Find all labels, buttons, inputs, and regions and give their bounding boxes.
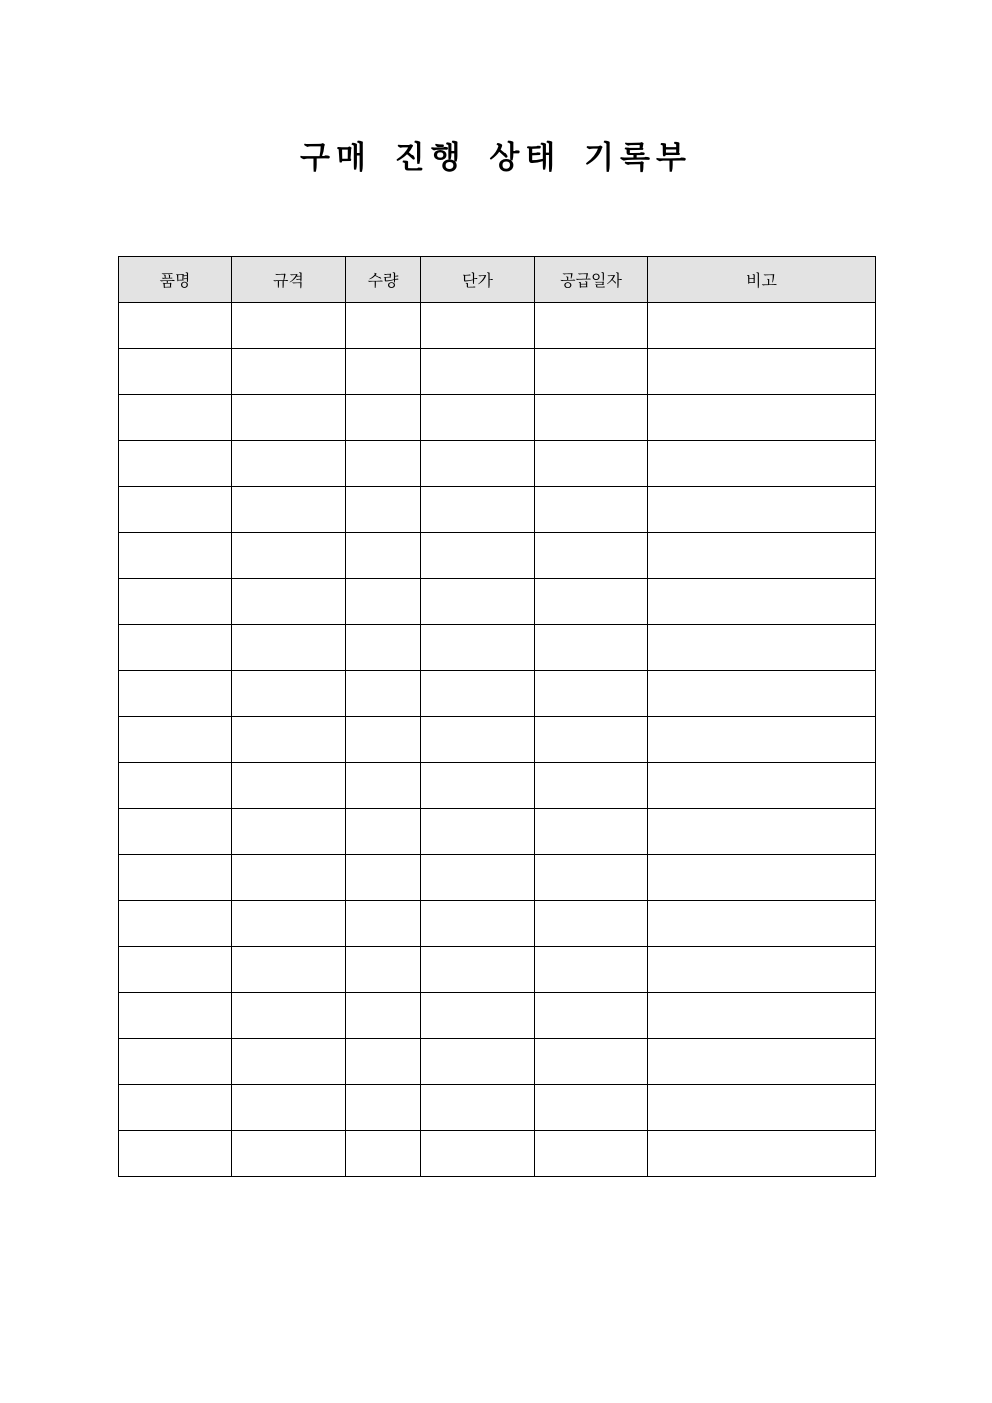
supply-date-cell[interactable] [535, 993, 648, 1039]
specification-cell[interactable] [232, 717, 346, 763]
unit-price-cell[interactable] [421, 349, 535, 395]
item-name-cell[interactable] [119, 947, 232, 993]
specification-cell[interactable] [232, 993, 346, 1039]
unit-price-cell[interactable] [421, 809, 535, 855]
quantity-cell[interactable] [346, 395, 421, 441]
supply-date-cell[interactable] [535, 1131, 648, 1177]
item-name-cell[interactable] [119, 993, 232, 1039]
table-row [119, 947, 876, 993]
table-row [119, 717, 876, 763]
specification-cell[interactable] [232, 487, 346, 533]
quantity-cell[interactable] [346, 441, 421, 487]
quantity-cell[interactable] [346, 947, 421, 993]
quantity-cell[interactable] [346, 303, 421, 349]
quantity-cell[interactable] [346, 487, 421, 533]
table-row [119, 671, 876, 717]
table-row [119, 901, 876, 947]
unit-price-cell[interactable] [421, 855, 535, 901]
remarks-cell[interactable] [648, 395, 876, 441]
item-name-cell[interactable] [119, 625, 232, 671]
table-row [119, 763, 876, 809]
supply-date-cell[interactable] [535, 579, 648, 625]
unit-price-cell[interactable] [421, 441, 535, 487]
document-title: 구매 진행 상태 기록부 [300, 140, 692, 176]
item-name-cell[interactable] [119, 349, 232, 395]
table-row [119, 809, 876, 855]
quantity-cell[interactable] [346, 671, 421, 717]
remarks-cell[interactable] [648, 487, 876, 533]
specification-cell[interactable] [232, 947, 346, 993]
unit-price-cell[interactable] [421, 579, 535, 625]
item-name-cell[interactable] [119, 809, 232, 855]
table-row [119, 395, 876, 441]
supply-date-cell[interactable] [535, 625, 648, 671]
header-quantity: 수량 [346, 257, 421, 303]
quantity-cell[interactable] [346, 855, 421, 901]
specification-cell[interactable] [232, 625, 346, 671]
table-row [119, 1085, 876, 1131]
supply-date-cell[interactable] [535, 303, 648, 349]
table-body [119, 303, 876, 1177]
header-specification: 규격 [232, 257, 346, 303]
specification-cell[interactable] [232, 763, 346, 809]
remarks-cell[interactable] [648, 993, 876, 1039]
table-row [119, 533, 876, 579]
quantity-cell[interactable] [346, 717, 421, 763]
remarks-cell[interactable] [648, 579, 876, 625]
header-remarks: 비고 [648, 257, 876, 303]
specification-cell[interactable] [232, 349, 346, 395]
specification-cell[interactable] [232, 809, 346, 855]
remarks-cell[interactable] [648, 809, 876, 855]
table-row [119, 487, 876, 533]
supply-date-cell[interactable] [535, 855, 648, 901]
quantity-cell[interactable] [346, 533, 421, 579]
item-name-cell[interactable] [119, 671, 232, 717]
table-row [119, 855, 876, 901]
item-name-cell[interactable] [119, 1085, 232, 1131]
supply-date-cell[interactable] [535, 441, 648, 487]
specification-cell[interactable] [232, 441, 346, 487]
unit-price-cell[interactable] [421, 901, 535, 947]
unit-price-cell[interactable] [421, 993, 535, 1039]
item-name-cell[interactable] [119, 579, 232, 625]
item-name-cell[interactable] [119, 441, 232, 487]
item-name-cell[interactable] [119, 1131, 232, 1177]
remarks-cell[interactable] [648, 947, 876, 993]
remarks-cell[interactable] [648, 901, 876, 947]
unit-price-cell[interactable] [421, 303, 535, 349]
supply-date-cell[interactable] [535, 717, 648, 763]
remarks-cell[interactable] [648, 1085, 876, 1131]
supply-date-cell[interactable] [535, 671, 648, 717]
table-row [119, 579, 876, 625]
supply-date-cell[interactable] [535, 1039, 648, 1085]
item-name-cell[interactable] [119, 1039, 232, 1085]
specification-cell[interactable] [232, 533, 346, 579]
table-row [119, 1131, 876, 1177]
quantity-cell[interactable] [346, 1131, 421, 1177]
item-name-cell[interactable] [119, 303, 232, 349]
unit-price-cell[interactable] [421, 1085, 535, 1131]
unit-price-cell[interactable] [421, 487, 535, 533]
unit-price-cell[interactable] [421, 947, 535, 993]
supply-date-cell[interactable] [535, 533, 648, 579]
quantity-cell[interactable] [346, 349, 421, 395]
remarks-cell[interactable] [648, 625, 876, 671]
supply-date-cell[interactable] [535, 901, 648, 947]
item-name-cell[interactable] [119, 901, 232, 947]
table-row [119, 1039, 876, 1085]
unit-price-cell[interactable] [421, 1039, 535, 1085]
supply-date-cell[interactable] [535, 395, 648, 441]
specification-cell[interactable] [232, 671, 346, 717]
unit-price-cell[interactable] [421, 395, 535, 441]
specification-cell[interactable] [232, 579, 346, 625]
unit-price-cell[interactable] [421, 671, 535, 717]
remarks-cell[interactable] [648, 349, 876, 395]
quantity-cell[interactable] [346, 1039, 421, 1085]
remarks-cell[interactable] [648, 303, 876, 349]
purchase-record-table [118, 256, 876, 1177]
item-name-cell[interactable] [119, 855, 232, 901]
header-unit-price: 단가 [421, 257, 535, 303]
remarks-cell[interactable] [648, 1039, 876, 1085]
table-row [119, 625, 876, 671]
header-item-name: 품명 [119, 257, 232, 303]
table-row [119, 303, 876, 349]
item-name-cell[interactable] [119, 717, 232, 763]
item-name-cell[interactable] [119, 533, 232, 579]
specification-cell[interactable] [232, 395, 346, 441]
unit-price-cell[interactable] [421, 763, 535, 809]
item-name-cell[interactable] [119, 487, 232, 533]
remarks-cell[interactable] [648, 533, 876, 579]
supply-date-cell[interactable] [535, 487, 648, 533]
unit-price-cell[interactable] [421, 1131, 535, 1177]
header-supply-date: 공급일자 [535, 257, 648, 303]
remarks-cell[interactable] [648, 763, 876, 809]
table-header-row [119, 257, 876, 303]
unit-price-cell[interactable] [421, 533, 535, 579]
specification-cell[interactable] [232, 1085, 346, 1131]
supply-date-cell[interactable] [535, 809, 648, 855]
specification-cell[interactable] [232, 303, 346, 349]
remarks-cell[interactable] [648, 671, 876, 717]
unit-price-cell[interactable] [421, 717, 535, 763]
remarks-cell[interactable] [648, 441, 876, 487]
supply-date-cell[interactable] [535, 947, 648, 993]
specification-cell[interactable] [232, 1039, 346, 1085]
remarks-cell[interactable] [648, 855, 876, 901]
supply-date-cell[interactable] [535, 349, 648, 395]
item-name-cell[interactable] [119, 763, 232, 809]
table-row [119, 349, 876, 395]
quantity-cell[interactable] [346, 901, 421, 947]
unit-price-cell[interactable] [421, 625, 535, 671]
quantity-cell[interactable] [346, 993, 421, 1039]
quantity-cell[interactable] [346, 809, 421, 855]
quantity-cell[interactable] [346, 763, 421, 809]
remarks-cell[interactable] [648, 1131, 876, 1177]
specification-cell[interactable] [232, 1131, 346, 1177]
item-name-cell[interactable] [119, 395, 232, 441]
remarks-cell[interactable] [648, 717, 876, 763]
specification-cell[interactable] [232, 901, 346, 947]
quantity-cell[interactable] [346, 625, 421, 671]
quantity-cell[interactable] [346, 1085, 421, 1131]
quantity-cell[interactable] [346, 579, 421, 625]
table-row [119, 441, 876, 487]
supply-date-cell[interactable] [535, 763, 648, 809]
specification-cell[interactable] [232, 855, 346, 901]
supply-date-cell[interactable] [535, 1085, 648, 1131]
table-row [119, 993, 876, 1039]
